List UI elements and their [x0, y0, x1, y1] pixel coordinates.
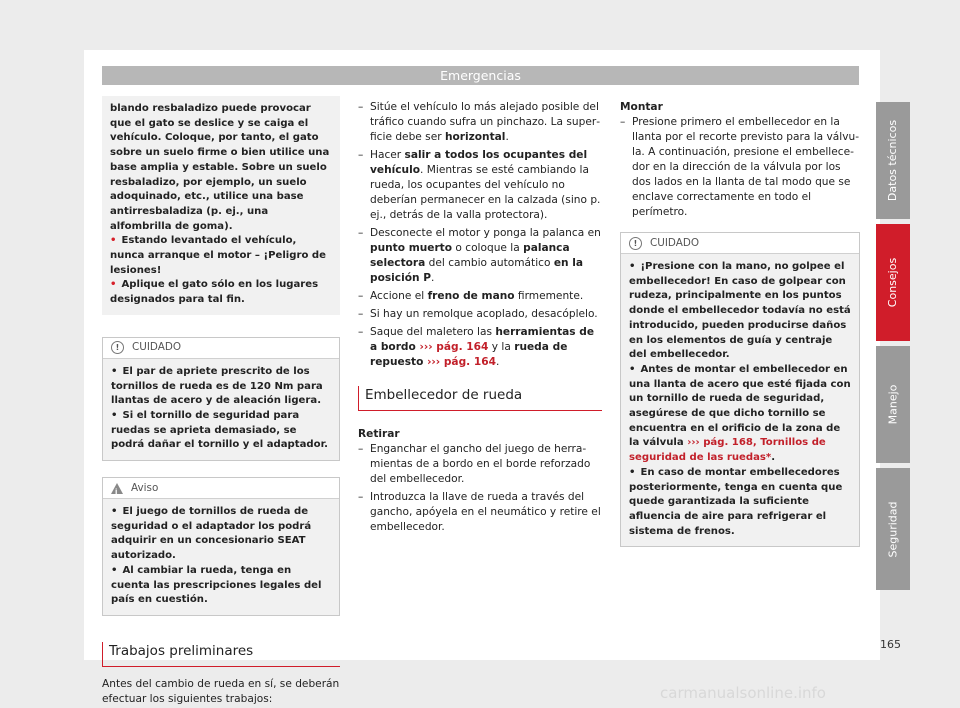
page-reference-link[interactable]: ››› pág. 164 — [423, 356, 496, 368]
caution-title: CUIDADO — [650, 236, 700, 249]
bullet-icon: • — [111, 564, 118, 576]
caution-bullet: • Antes de montar el embellecedor en una llanta de acero que esté fijada con un tornillo de rueda de seguridad, asegúrese de que dicho tornillo se encuentra en el orificio de la zona de la válvula ››› pág. 168, Tornillos de seguridad de las ruedas*. — [629, 363, 851, 464]
caution-bullet: • En caso de montar embellecedores posteriormente, tenga en cuenta que quede garantizada la suficiente afluencia de aire para refrigerar el sistema de frenos. — [629, 466, 843, 537]
step-item: – Accione el freno de mano firmemente. — [358, 289, 602, 304]
subheading-retirar: Retirar — [358, 428, 400, 440]
notice-bullet: • El juego de tornillos de rueda de seguridad o el adaptador los podrá adquirir en un concesionario SEAT autorizado. — [111, 506, 312, 562]
caution-box-header — [103, 338, 339, 359]
bullet-icon: • — [110, 279, 117, 291]
caution-box-body — [103, 359, 339, 460]
side-tab-seguridad[interactable]: Seguridad — [876, 468, 910, 590]
warning-box-continued — [102, 96, 340, 315]
bullet-icon: • — [111, 506, 118, 518]
step-item: – Si hay un remolque acoplado, desacóplelo. — [358, 307, 602, 322]
caution-bullet: • ¡Presione con la mano, no golpee el embellecedor! En caso de golpear con rudeza, principalmente en los puntos donde el embellecedor todavía no está introducido, pueden producirse daños en los elementos de guía y centraje del embellecedor. — [629, 261, 851, 361]
section-title-embellecedor: Embellecedor de rueda — [358, 386, 602, 411]
caution-box — [102, 337, 340, 461]
caution-bullet: • El par de apriete prescrito de los tornillos de rueda es de 120 Nm para llantas de acero y de aleación ligera. — [111, 365, 323, 407]
warning-text: blando resbaladizo puede provocar que el gato se deslice y se caiga el vehículo. Coloque, por tanto, el gato sobre un suelo firme o bien utilice una base amplia y estable. Sobre un suelo resbaladizo, por ejemplo, un suelo adoquinado, etc., utilice una base antirresbaladiza (p. ej., una alfombrilla de goma). — [110, 103, 330, 232]
step-item: – Enganchar el gancho del juego de herramientas de a bordo en el borde reforzado del embellecedor. — [358, 442, 602, 487]
intro-paragraph: Antes del cambio de rueda en sí, se deberán efectuar los siguientes trabajos: — [102, 677, 340, 705]
notice-title: Aviso — [131, 481, 159, 494]
caution-bullet: • Si el tornillo de seguridad para ruedas se aprieta demasiado, se podrá dañar el tornillo y el adaptador. — [111, 409, 328, 451]
column-middle — [358, 100, 602, 538]
page-reference-link[interactable]: ››› pág. 164 — [415, 341, 489, 353]
page-number: 165 — [880, 638, 901, 651]
caution-box — [620, 232, 860, 547]
caution-box-header — [621, 233, 859, 254]
notice-box-body — [103, 499, 339, 615]
caution-icon: ! — [111, 341, 124, 354]
step-item: – Introduzca la llave de rueda a través del gancho, apóyela en el neumático y retire el embellecedor. — [358, 490, 602, 535]
column-right — [620, 100, 860, 547]
side-tab-manejo[interactable]: Manejo — [876, 346, 910, 463]
notice-bullet: • Al cambiar la rueda, tenga en cuenta las prescripciones legales del país en cuestión. — [111, 564, 322, 606]
side-tab-datos-tecnicos[interactable]: Datos técnicos — [876, 102, 910, 219]
step-item: – Saque del maletero las herramientas de a bordo ››› pág. 164 y la rueda de repuesto ››› pág. 164. — [358, 325, 602, 370]
caution-box-body — [621, 254, 859, 546]
caution-title: CUIDADO — [132, 341, 182, 354]
subheading-montar: Montar — [620, 101, 663, 113]
bullet-icon: • — [629, 363, 636, 375]
column-left — [102, 96, 340, 707]
page-reference-link[interactable]: ››› pág. 168, Tornillos de seguridad de las ruedas* — [629, 437, 826, 464]
bullet-icon: • — [629, 466, 636, 478]
warning-bullet: • Aplique el gato sólo en los lugares designados para tal fin. — [110, 279, 319, 306]
notice-box-header — [103, 478, 339, 499]
caution-icon: ! — [629, 237, 642, 250]
bullet-icon: • — [110, 235, 117, 247]
bullet-icon: • — [111, 409, 118, 421]
bullet-icon: • — [111, 365, 118, 377]
bullet-icon: • — [629, 261, 636, 272]
step-item: – Presione primero el embellecedor en la llanta por el recorte previsto para la válvula. A continuación, presione el embellecedor en la dirección de la válvula por los dos lados en la llanta de tal modo que se enclave correctamente en todo el perímetro. — [620, 115, 860, 220]
step-item: – Hacer salir a todos los ocupantes del vehículo. Mientras se esté cambiando la rueda, los ocupantes del vehículo no deberían permanecer en la calzada (sino p. ej., detrás de la valla protectora). — [358, 148, 602, 223]
info-icon: i — [111, 483, 123, 494]
warning-bullet: • Estando levantado el vehículo, nunca arranque el motor – ¡Peligro de lesiones! — [110, 235, 326, 276]
notice-box — [102, 477, 340, 616]
step-item: – Sitúe el vehículo lo más alejado posible del tráfico cuando sufra un pinchazo. La superficie debe ser horizontal. — [358, 100, 602, 145]
side-tab-consejos[interactable]: Consejos — [876, 224, 910, 341]
step-item: – Desconecte el motor y ponga la palanca en punto muerto o coloque la palanca selectora del cambio automático en la posición P. — [358, 226, 602, 286]
page-header: Emergencias — [102, 66, 859, 85]
section-title-trabajos: Trabajos preliminares — [102, 642, 340, 667]
watermark: carmanualsonline.info — [660, 684, 826, 702]
